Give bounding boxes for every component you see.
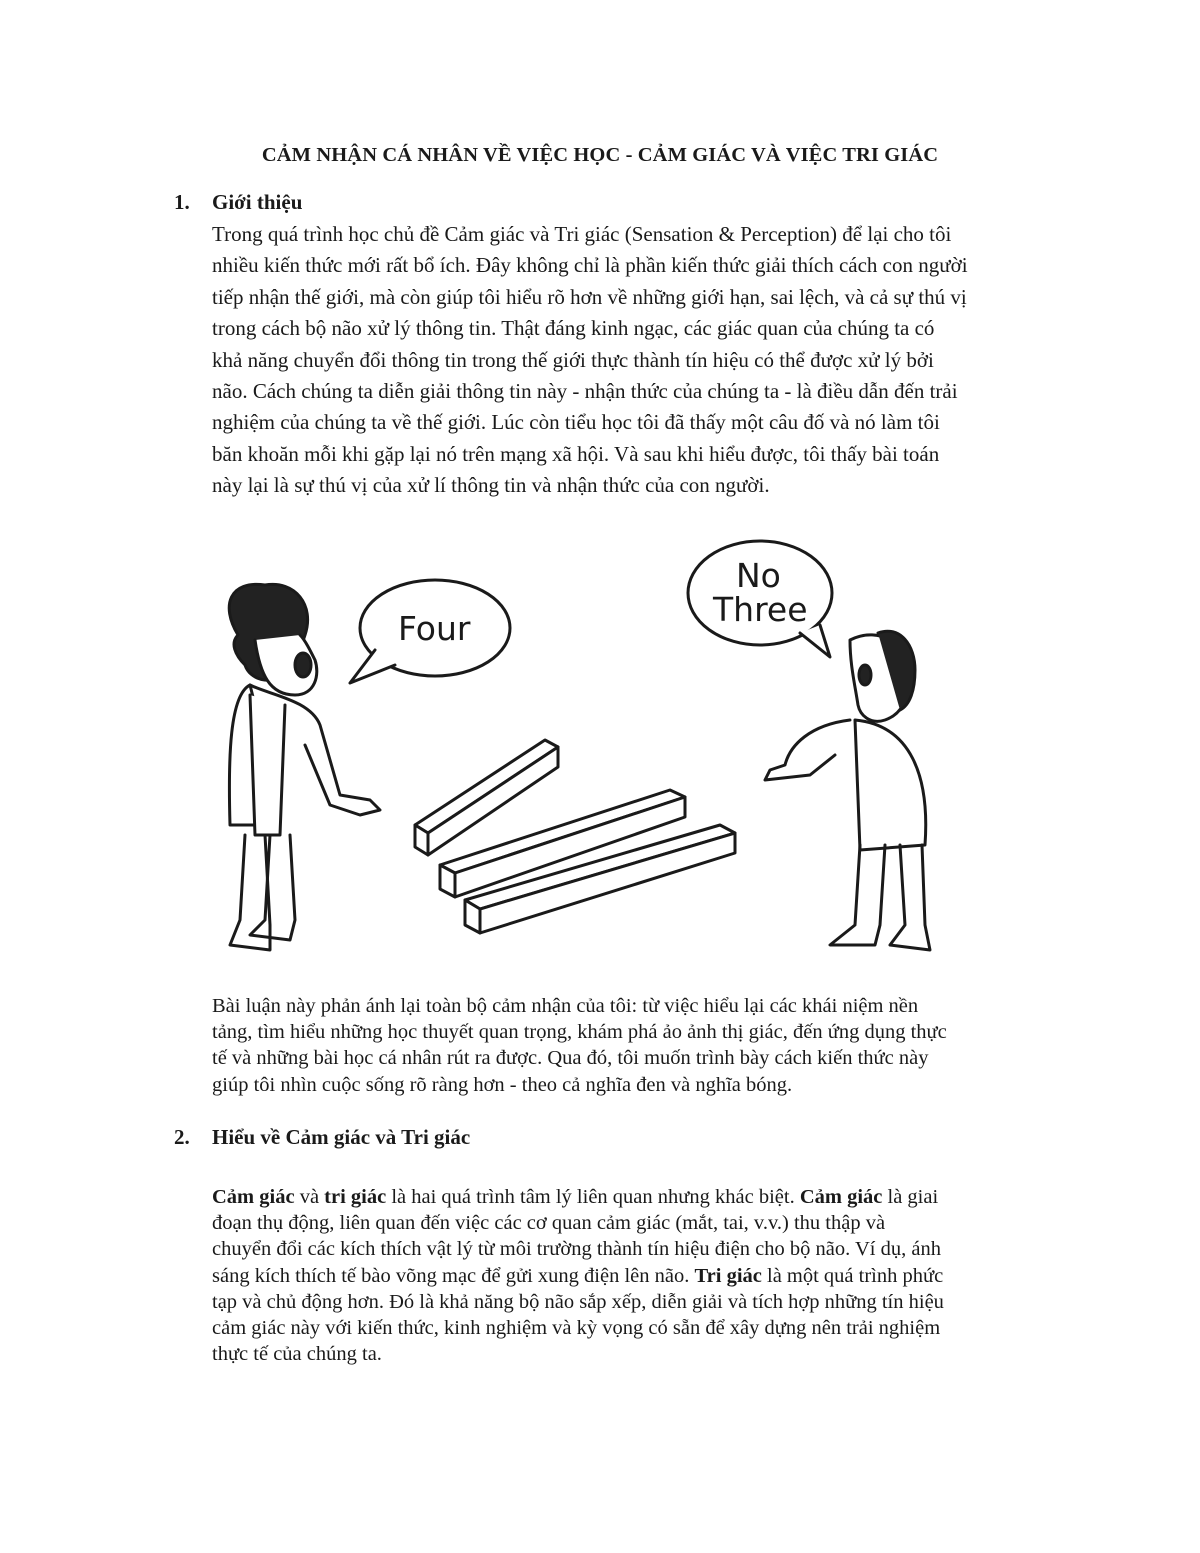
text-run: và: [294, 1186, 325, 1208]
paragraph-line: giúp tôi nhìn cuộc sống rõ ràng hơn - theo cả nghĩa đen và nghĩa bóng.: [212, 1073, 793, 1096]
paragraph-line: tế và những bài học cá nhân rút ra được. Qua đó, tôi muốn trình bày cách kiến thức này: [212, 1047, 929, 1070]
term-cam-giac: Cảm giác: [212, 1186, 295, 1208]
term-cam-giac: Cảm giác: [799, 1186, 883, 1208]
section-2-heading: [0, 1125, 1200, 1155]
paragraph-line: nhiều kiến thức mới rất bổ ích. Đây không chỉ là phần kiến thức giải thích cách con người: [212, 253, 968, 278]
paragraph-line: Trong quá trình học chủ đề Cảm giác và Tri giác (Sensation & Perception) để lại cho tôi: [212, 222, 952, 246]
section-1-heading: [0, 190, 1200, 220]
paragraph-line: [212, 1263, 1072, 1289]
intro-paragraph: [212, 219, 1072, 502]
paragraph-line: [212, 1184, 1072, 1210]
speech-no-text: No: [736, 556, 781, 595]
paragraph-line: tảng, tìm hiểu những học thuyết quan trọng, khám phá ảo ảnh thị giác, đến ứng dụng thực: [212, 1021, 947, 1044]
paragraph-line: tạp và chủ động hơn. Đó là khả năng bộ não sắp xếp, diễn giải và tích hợp những tín hiệu: [212, 1290, 944, 1313]
paragraph-line: này lại là sự thú vị của xử lí thông tin và nhận thức của con người.: [212, 473, 770, 498]
impossible-bars: [415, 740, 735, 933]
paragraph-line: đoạn thụ động, liên quan đến việc các cơ quan cảm giác (mắt, tai, v.v.) thu thập và: [212, 1212, 886, 1235]
text-run: là hai quá trình tâm lý liên quan nhưng khác biệt.: [386, 1186, 800, 1208]
closing-paragraph: [212, 993, 1072, 1098]
text-run: là một quá trình phức: [761, 1264, 944, 1287]
term-tri-giac: Tri giác: [694, 1264, 762, 1287]
paragraph-line: khả năng chuyển đổi thông tin trong thế giới thực thành tín hiệu có thể được xử lý bởi: [212, 347, 934, 372]
section-2-title: Hiểu về Cảm giác và Tri giác: [212, 1125, 471, 1149]
right-man-figure: [765, 631, 930, 950]
text-run: sáng kích thích tế bào võng mạc để gửi xung điện lên não.: [212, 1264, 695, 1287]
speech-three-text: Three: [713, 590, 808, 629]
section-1-title: Giới thiệu: [212, 190, 303, 214]
paragraph-line: thực tế của chúng ta.: [212, 1343, 382, 1366]
section-1-number: 1.: [174, 190, 190, 214]
paragraph-line: tiếp nhận thế giới, mà còn giúp tôi hiểu rõ hơn về những giới hạn, sai lệch, và cả sự thú vị: [212, 284, 967, 309]
left-man-figure: [229, 584, 380, 950]
speech-four-text: Four: [398, 609, 471, 648]
paragraph-line: chuyển đổi các kích thích vật lý từ môi trường thành tín hiệu điện cho bộ não. Ví dụ, ánh: [212, 1238, 941, 1261]
optical-illusion-cartoon: [210, 525, 946, 967]
section-2-number: 2.: [174, 1125, 190, 1149]
paragraph-line: Bài luận này phản ánh lại toàn bộ cảm nhận của tôi: từ việc hiểu lại các khái niệm nền: [212, 995, 919, 1017]
paragraph-line: băn khoăn mỗi khi gặp lại nó trên mạng xã hội. Và sau khi hiểu được, tôi thấy bài toán: [212, 441, 940, 466]
text-run: là giai: [882, 1186, 939, 1208]
speech-bubble-right: [688, 541, 832, 657]
paragraph-line: cảm giác này với kiến thức, kinh nghiệm và kỳ vọng có sẵn để xây dựng nên trải nghiệm: [212, 1317, 941, 1340]
document-title: CẢM NHẬN CÁ NHÂN VỀ VIỆC HỌC - CẢM GIÁC VÀ VIỆC TRI GIÁC: [261, 144, 939, 166]
paragraph-line: nghiệm của chúng ta về thế giới. Lúc còn tiểu học tôi đã thấy một câu đố và nó làm tôi: [212, 410, 940, 435]
term-tri-giac: tri giác: [324, 1186, 387, 1208]
speech-bubble-left: [350, 580, 510, 683]
paragraph-line: não. Cách chúng ta diễn giải thông tin này - nhận thức của chúng ta - là điều dẫn đến trải: [212, 379, 958, 404]
section-2-paragraph: [212, 1184, 1072, 1367]
paragraph-line: trong cách bộ não xử lý thông tin. Thật đáng kinh ngạc, các giác quan của chúng ta có: [212, 316, 935, 341]
